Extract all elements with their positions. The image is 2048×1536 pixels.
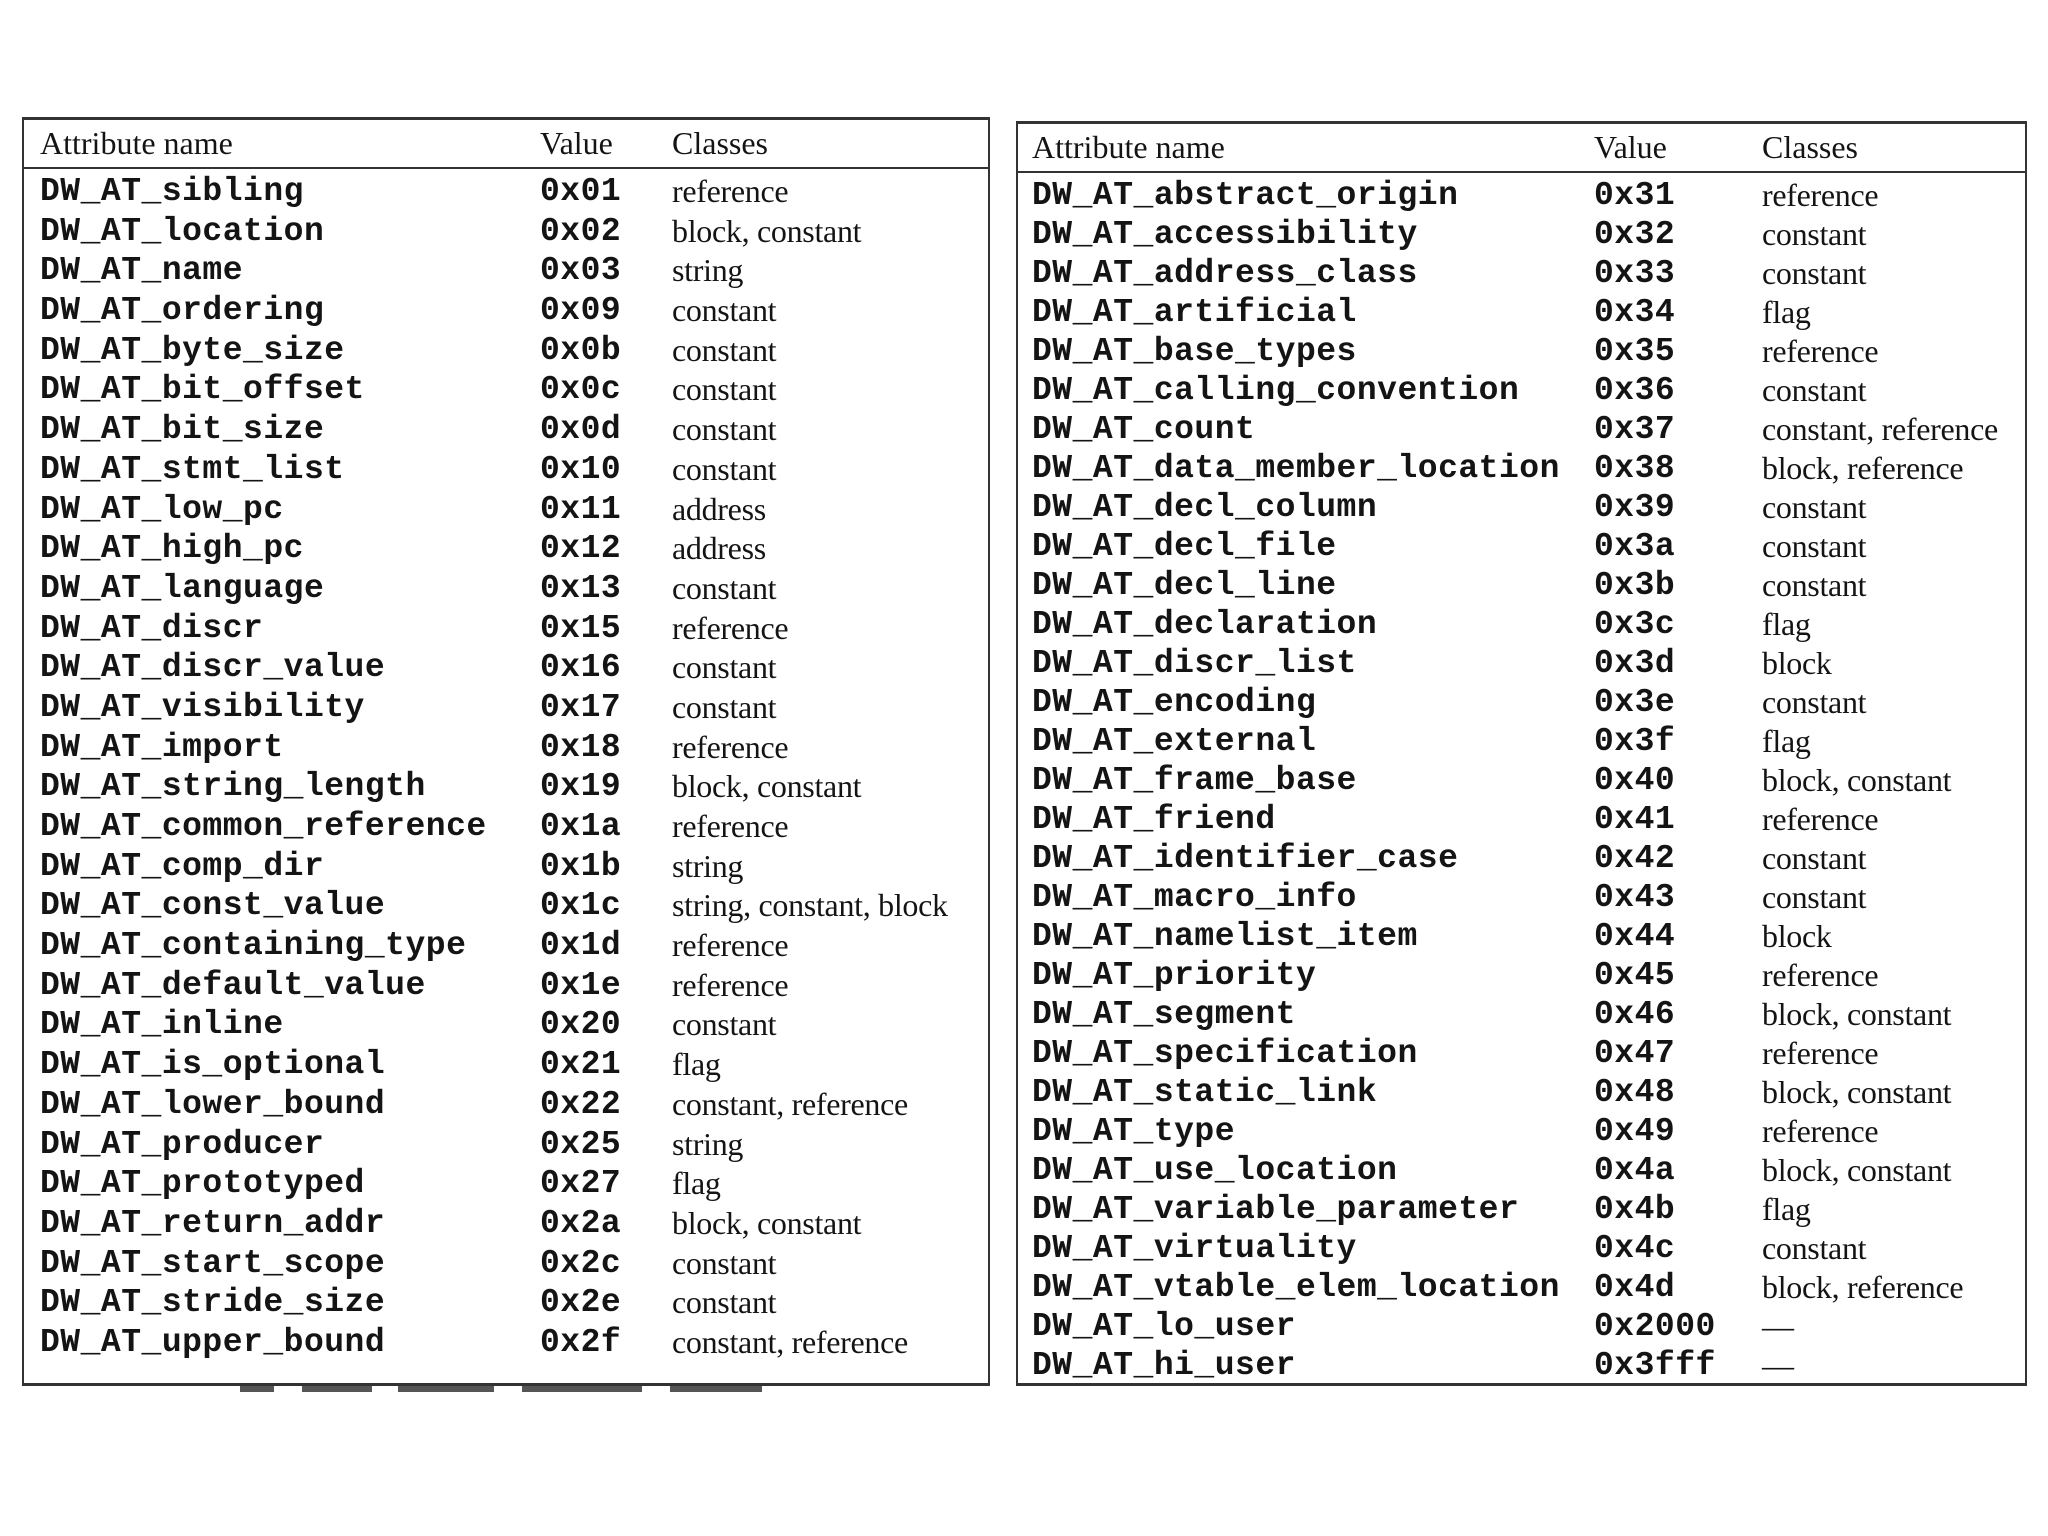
- table-row: [1018, 448, 2025, 487]
- table-row: [1018, 1189, 2025, 1228]
- table-row: [24, 409, 988, 449]
- attribute-classes: —: [1762, 1347, 1794, 1383]
- attribute-name: DW_AT_const_value: [40, 887, 386, 925]
- attribute-name: DW_AT_bit_size: [40, 411, 325, 449]
- attribute-classes: block, reference: [1762, 450, 1964, 486]
- attribute-classes: constant: [672, 450, 777, 487]
- attribute-name: DW_AT_byte_size: [40, 331, 345, 369]
- attribute-classes: constant: [1762, 684, 1867, 720]
- attribute-value: 0x45: [1594, 957, 1676, 994]
- attribute-value: 0x3c: [1594, 606, 1676, 643]
- table-row: [24, 568, 988, 608]
- attribute-name: DW_AT_start_scope: [40, 1244, 386, 1282]
- table-row: [24, 449, 988, 489]
- header-attribute-name: Attribute name: [1032, 129, 1225, 165]
- attribute-classes: flag: [672, 1046, 721, 1083]
- attribute-name: DW_AT_accessibility: [1032, 216, 1418, 253]
- header-classes: Classes: [1762, 129, 1858, 165]
- attribute-value: 0x0c: [540, 371, 622, 409]
- attribute-name: DW_AT_priority: [1032, 957, 1317, 994]
- attribute-value: 0x17: [540, 688, 622, 726]
- attribute-classes: reference: [672, 966, 789, 1003]
- table-row: [1018, 487, 2025, 526]
- attribute-value: 0x33: [1594, 255, 1676, 292]
- attribute-value: 0x35: [1594, 333, 1676, 370]
- table-row: [24, 608, 988, 648]
- table-row: [1018, 1228, 2025, 1267]
- attribute-name: DW_AT_location: [40, 212, 325, 250]
- table-row: [1018, 1072, 2025, 1111]
- table-row: [24, 1243, 988, 1283]
- attribute-name: DW_AT_ordering: [40, 292, 325, 330]
- table-row: [24, 369, 988, 409]
- attribute-classes: reference: [1762, 801, 1879, 837]
- attribute-name: DW_AT_discr_list: [1032, 645, 1357, 682]
- attribute-classes: constant, reference: [1762, 411, 1998, 447]
- attribute-value: 0x27: [540, 1165, 622, 1203]
- attribute-name: DW_AT_stride_size: [40, 1284, 386, 1322]
- attribute-name: DW_AT_name: [40, 252, 244, 290]
- attribute-classes: constant: [672, 569, 777, 606]
- table-row: [1018, 1306, 2025, 1345]
- attribute-value: 0x0b: [540, 331, 622, 369]
- attribute-name: DW_AT_external: [1032, 723, 1317, 760]
- table-row: [24, 806, 988, 846]
- attribute-classes: block: [1762, 645, 1832, 681]
- table-row: [1018, 253, 2025, 292]
- attribute-name: DW_AT_comp_dir: [40, 847, 325, 885]
- attribute-classes: constant: [672, 411, 777, 448]
- table-row: [1018, 565, 2025, 604]
- table-row: [24, 1004, 988, 1044]
- table-row: [1018, 1267, 2025, 1306]
- attribute-value: 0x4a: [1594, 1152, 1676, 1189]
- attribute-classes: constant, reference: [672, 1323, 908, 1360]
- attribute-classes: constant: [1762, 879, 1867, 915]
- attribute-name: DW_AT_language: [40, 569, 325, 607]
- table-header: [24, 120, 988, 169]
- attribute-value: 0x3f: [1594, 723, 1676, 760]
- attribute-value: 0x41: [1594, 801, 1676, 838]
- attribute-classes: string: [672, 847, 744, 884]
- table-row: [1018, 214, 2025, 253]
- table-row: [24, 766, 988, 806]
- attribute-classes: constant: [1762, 372, 1867, 408]
- attribute-classes: constant: [672, 649, 777, 686]
- attribute-value: 0x3d: [1594, 645, 1676, 682]
- attribute-name: DW_AT_string_length: [40, 768, 426, 806]
- table-row: [1018, 1150, 2025, 1189]
- attribute-value: 0x2f: [540, 1323, 622, 1361]
- attribute-name: DW_AT_sibling: [40, 173, 304, 210]
- attribute-value: 0x15: [540, 609, 622, 647]
- table-row: [24, 1203, 988, 1243]
- attribute-value: 0x37: [1594, 411, 1676, 448]
- attribute-name: DW_AT_is_optional: [40, 1046, 386, 1084]
- attribute-classes: address: [672, 490, 766, 527]
- attribute-classes: string: [672, 252, 744, 289]
- table-row: [24, 1124, 988, 1164]
- attribute-classes: constant: [1762, 840, 1867, 876]
- attribute-value: 0x42: [1594, 840, 1676, 877]
- attribute-value: 0x19: [540, 768, 622, 806]
- attribute-value: 0x1d: [540, 927, 622, 965]
- table-row: [24, 290, 988, 330]
- attribute-name: DW_AT_producer: [40, 1125, 325, 1163]
- table-row: [24, 211, 988, 251]
- attribute-value: 0x1e: [540, 966, 622, 1004]
- table-row: [1018, 916, 2025, 955]
- table-row: [1018, 604, 2025, 643]
- attribute-value: 0x0d: [540, 411, 622, 449]
- attribute-classes: flag: [1762, 294, 1811, 330]
- header-value: Value: [540, 125, 613, 161]
- table-row: [1018, 409, 2025, 448]
- table-row: [24, 330, 988, 370]
- attribute-name: DW_AT_static_link: [1032, 1074, 1378, 1111]
- attribute-classes: reference: [1762, 1113, 1879, 1149]
- attribute-value: 0x11: [540, 490, 622, 528]
- attribute-value: 0x22: [540, 1085, 622, 1123]
- table-row: [1018, 955, 2025, 994]
- cropped-caption-fragment: [240, 1386, 800, 1394]
- attribute-value: 0x44: [1594, 918, 1676, 955]
- attribute-value: 0x43: [1594, 879, 1676, 916]
- attribute-name: DW_AT_decl_column: [1032, 489, 1378, 526]
- attribute-classes: flag: [1762, 1191, 1811, 1227]
- table-row: [24, 647, 988, 687]
- attribute-name: DW_AT_encoding: [1032, 684, 1317, 721]
- attribute-name: DW_AT_vtable_elem_location: [1032, 1269, 1560, 1306]
- table-row: [1018, 760, 2025, 799]
- table-row: [1018, 682, 2025, 721]
- attribute-classes: reference: [672, 609, 789, 646]
- attribute-name: DW_AT_count: [1032, 411, 1256, 448]
- attribute-name: DW_AT_base_types: [1032, 333, 1357, 370]
- table-row: [24, 925, 988, 965]
- attribute-classes: constant: [672, 371, 777, 408]
- attribute-table-left: [22, 117, 990, 1386]
- table-row: [1018, 292, 2025, 331]
- table-row: [24, 846, 988, 886]
- attribute-name: DW_AT_virtuality: [1032, 1230, 1357, 1267]
- attribute-name: DW_AT_upper_bound: [40, 1323, 386, 1361]
- attribute-name: DW_AT_return_addr: [40, 1204, 386, 1242]
- table-row: [1018, 370, 2025, 409]
- table-row: [24, 171, 988, 211]
- attribute-value: 0x34: [1594, 294, 1676, 331]
- table-header: [1018, 124, 2025, 173]
- attribute-name: DW_AT_segment: [1032, 996, 1296, 1033]
- attribute-classes: block: [1762, 918, 1832, 954]
- table-row: [24, 687, 988, 727]
- attribute-value: 0x1c: [540, 887, 622, 925]
- header-value: Value: [1594, 129, 1667, 165]
- table-row: [24, 1163, 988, 1203]
- attribute-value: 0x2e: [540, 1284, 622, 1322]
- attribute-classes: flag: [672, 1165, 721, 1202]
- attribute-table-right: [1016, 121, 2027, 1386]
- attribute-value: 0x09: [540, 292, 622, 330]
- attribute-value: 0x4b: [1594, 1191, 1676, 1228]
- attribute-name: DW_AT_lower_bound: [40, 1085, 386, 1123]
- attribute-classes: reference: [672, 927, 789, 964]
- attribute-value: 0x16: [540, 649, 622, 687]
- attribute-name: DW_AT_data_member_location: [1032, 450, 1560, 487]
- attribute-classes: constant: [672, 1284, 777, 1321]
- attribute-name: DW_AT_frame_base: [1032, 762, 1357, 799]
- attribute-classes: constant: [1762, 528, 1867, 564]
- attribute-value: 0x1b: [540, 847, 622, 885]
- table-row: [1018, 331, 2025, 370]
- attribute-name: DW_AT_abstract_origin: [1032, 177, 1459, 214]
- table-row: [1018, 1033, 2025, 1072]
- attribute-value: 0x49: [1594, 1113, 1676, 1150]
- attribute-classes: constant, reference: [672, 1085, 908, 1122]
- table-row: [24, 1084, 988, 1124]
- table-row: [24, 885, 988, 925]
- table-body: [24, 171, 988, 1362]
- attribute-name: DW_AT_identifier_case: [1032, 840, 1459, 877]
- attribute-classes: constant: [1762, 1230, 1867, 1266]
- attribute-value: 0x4d: [1594, 1269, 1676, 1306]
- attribute-classes: flag: [1762, 723, 1811, 759]
- attribute-classes: —: [1762, 1308, 1794, 1344]
- attribute-classes: reference: [1762, 177, 1879, 213]
- table-row: [24, 250, 988, 290]
- attribute-name: DW_AT_friend: [1032, 801, 1276, 838]
- attribute-name: DW_AT_calling_convention: [1032, 372, 1520, 409]
- table-row: [24, 1322, 988, 1362]
- attribute-value: 0x40: [1594, 762, 1676, 799]
- table-row: [1018, 994, 2025, 1033]
- attribute-classes: address: [672, 530, 766, 567]
- attribute-value: 0x3b: [1594, 567, 1676, 604]
- attribute-name: DW_AT_import: [40, 728, 284, 766]
- attribute-classes: block, constant: [672, 212, 862, 249]
- attribute-value: 0x48: [1594, 1074, 1676, 1111]
- attribute-name: DW_AT_artificial: [1032, 294, 1357, 331]
- table-row: [1018, 1111, 2025, 1150]
- attribute-classes: flag: [1762, 606, 1811, 642]
- attribute-classes: string, constant, block: [672, 887, 948, 924]
- attribute-name: DW_AT_address_class: [1032, 255, 1418, 292]
- attribute-name: DW_AT_stmt_list: [40, 450, 345, 488]
- attribute-name: DW_AT_discr_value: [40, 649, 386, 687]
- attribute-name: DW_AT_discr: [40, 609, 264, 647]
- table-row: [1018, 175, 2025, 214]
- attribute-value: 0x46: [1594, 996, 1676, 1033]
- attribute-classes: block, constant: [1762, 1074, 1952, 1110]
- table-row: [1018, 799, 2025, 838]
- header-attribute-name: Attribute name: [40, 125, 233, 161]
- attribute-classes: constant: [1762, 567, 1867, 603]
- attribute-classes: constant: [672, 292, 777, 329]
- attribute-classes: constant: [672, 331, 777, 368]
- attribute-classes: reference: [1762, 957, 1879, 993]
- table-row: [1018, 526, 2025, 565]
- attribute-value: 0x13: [540, 569, 622, 607]
- table-row: [24, 489, 988, 529]
- attribute-classes: constant: [1762, 216, 1867, 252]
- attribute-classes: constant: [672, 1006, 777, 1043]
- table-row: [24, 1044, 988, 1084]
- attribute-name: DW_AT_visibility: [40, 688, 365, 726]
- attribute-value: 0x2c: [540, 1244, 622, 1282]
- attribute-name: DW_AT_high_pc: [40, 530, 304, 568]
- attribute-name: DW_AT_variable_parameter: [1032, 1191, 1520, 1228]
- attribute-value: 0x20: [540, 1006, 622, 1044]
- attribute-name: DW_AT_default_value: [40, 966, 426, 1004]
- attribute-classes: block, constant: [672, 768, 862, 805]
- attribute-value: 0x39: [1594, 489, 1676, 526]
- attribute-value: 0x01: [540, 173, 622, 210]
- attribute-value: 0x47: [1594, 1035, 1676, 1072]
- attribute-name: DW_AT_hi_user: [1032, 1347, 1296, 1384]
- table-row: [1018, 643, 2025, 682]
- attribute-value: 0x38: [1594, 450, 1676, 487]
- attribute-classes: reference: [672, 728, 789, 765]
- attribute-value: 0x10: [540, 450, 622, 488]
- table-row: [24, 1282, 988, 1322]
- attribute-classes: constant: [672, 688, 777, 725]
- attribute-name: DW_AT_namelist_item: [1032, 918, 1418, 955]
- attribute-name: DW_AT_prototyped: [40, 1165, 365, 1203]
- attribute-name: DW_AT_inline: [40, 1006, 284, 1044]
- attribute-classes: block, constant: [1762, 996, 1952, 1032]
- attribute-classes: block, constant: [1762, 1152, 1952, 1188]
- attribute-classes: reference: [1762, 333, 1879, 369]
- attribute-name: DW_AT_decl_file: [1032, 528, 1337, 565]
- attribute-classes: block, constant: [672, 1204, 862, 1241]
- table-row: [24, 727, 988, 767]
- attribute-value: 0x25: [540, 1125, 622, 1163]
- table-body: [1018, 175, 2025, 1384]
- attribute-classes: constant: [1762, 489, 1867, 525]
- table-row: [24, 965, 988, 1005]
- attribute-value: 0x36: [1594, 372, 1676, 409]
- attribute-value: 0x31: [1594, 177, 1676, 214]
- attribute-value: 0x2a: [540, 1204, 622, 1242]
- attribute-value: 0x02: [540, 212, 622, 250]
- attribute-value: 0x2000: [1594, 1308, 1716, 1345]
- attribute-name: DW_AT_decl_line: [1032, 567, 1337, 604]
- table-row: [24, 528, 988, 568]
- attribute-name: DW_AT_macro_info: [1032, 879, 1357, 916]
- attribute-name: DW_AT_use_location: [1032, 1152, 1398, 1189]
- attribute-classes: string: [672, 1125, 744, 1162]
- attribute-value: 0x18: [540, 728, 622, 766]
- attribute-value: 0x4c: [1594, 1230, 1676, 1267]
- attribute-classes: block, reference: [1762, 1269, 1964, 1305]
- attribute-value: 0x21: [540, 1046, 622, 1084]
- attribute-name: DW_AT_containing_type: [40, 927, 467, 965]
- attribute-value: 0x3a: [1594, 528, 1676, 565]
- attribute-classes: reference: [672, 808, 789, 844]
- attribute-value: 0x3fff: [1594, 1347, 1716, 1384]
- table-row: [1018, 721, 2025, 760]
- attribute-name: DW_AT_type: [1032, 1113, 1236, 1150]
- attribute-classes: reference: [672, 173, 789, 209]
- attribute-value: 0x32: [1594, 216, 1676, 253]
- attribute-classes: reference: [1762, 1035, 1879, 1071]
- attribute-name: DW_AT_bit_offset: [40, 371, 365, 409]
- header-classes: Classes: [672, 125, 768, 161]
- attribute-classes: block, constant: [1762, 762, 1952, 798]
- attribute-name: DW_AT_lo_user: [1032, 1308, 1296, 1345]
- attribute-name: DW_AT_declaration: [1032, 606, 1378, 643]
- attribute-classes: constant: [672, 1244, 777, 1281]
- attribute-name: DW_AT_low_pc: [40, 490, 284, 528]
- attribute-classes: constant: [1762, 255, 1867, 291]
- attribute-value: 0x12: [540, 530, 622, 568]
- table-row: [1018, 877, 2025, 916]
- attribute-value: 0x1a: [540, 808, 622, 845]
- table-row: [1018, 838, 2025, 877]
- attribute-value: 0x3e: [1594, 684, 1676, 721]
- attribute-value: 0x03: [540, 252, 622, 290]
- table-row: [1018, 1345, 2025, 1384]
- attribute-name: DW_AT_common_reference: [40, 808, 487, 845]
- attribute-name: DW_AT_specification: [1032, 1035, 1418, 1072]
